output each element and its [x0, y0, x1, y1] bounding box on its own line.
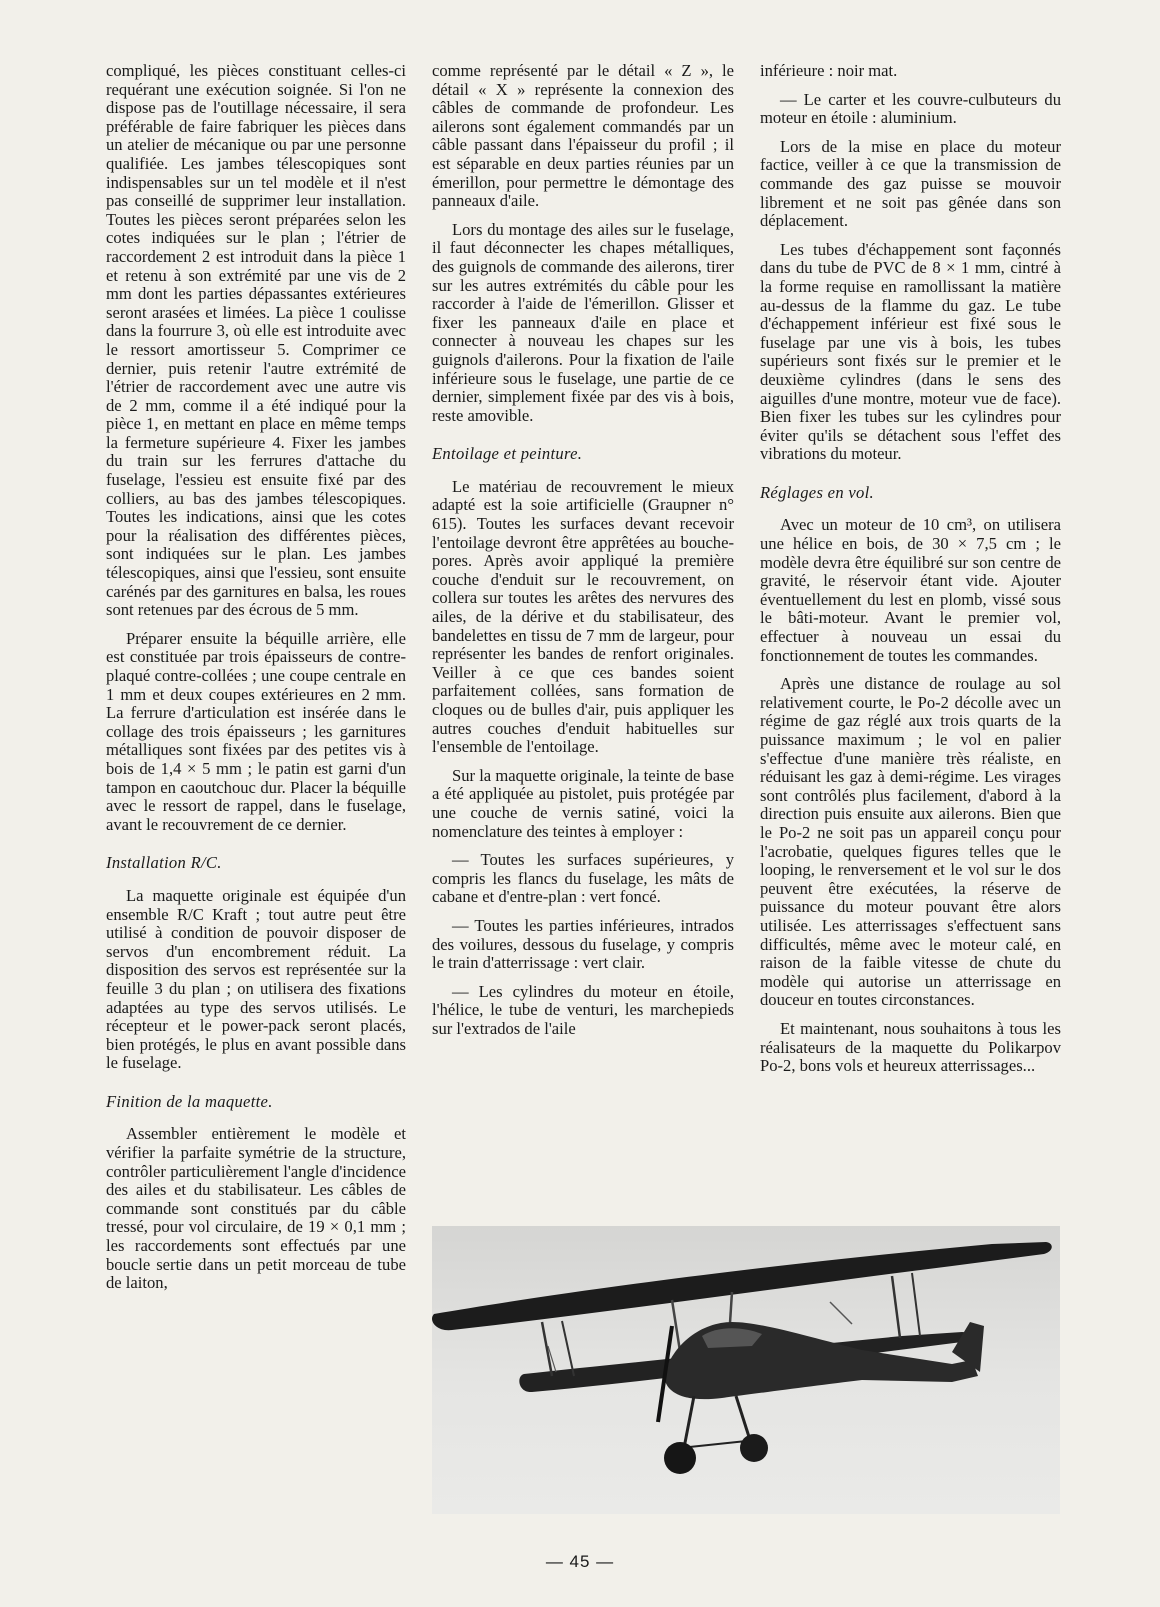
- paragraph: Les tubes d'échappement sont façonnés dans du tube de PVC de 8 × 1 mm, cintré à la forme requise en ramollissant la matière au-dessus de la flamme du gaz. Le tube d'échappement inférieur est fixé sous le fuselage par une vis à bois, les tubes supérieurs sont fixés sur le premier et le deuxième cylindres (dans le sens des aiguilles d'une montre, moteur vue de face). Bien fixer les tubes sur les cylindres pour éviter qu'ils se détachent sous l'effet des vibrations du moteur.: [760, 239, 1061, 464]
- text-column-3: [760, 62, 1061, 1086]
- paragraph: Après une distance de roulage au sol relativement courte, le Po-2 décolle avec un régime de gaz réglé aux trois quarts de la puissance maximum ; le vol en palier s'effectue d'une manière très réaliste, en réduisant les gaz à demi-régime. Les virages sont contrôlés plus facilement, d'abord à la direction puis ensuite aux ailerons. Bien que le Po-2 ne soit pas un appareil conçu pour l'acrobatie, quelques figures telles que le looping, le renversement et le vol sur le dos peuvent être exécutées, la réserve de puissance du moteur pouvant être alors utilisée. Les atterrissages s'effectuent sans difficultés, même avec le moteur calé, en raison de la faible vitesse de chute du modèle qui autorise un atterrissage en douceur en toutes circonstances.: [760, 674, 1061, 1010]
- paragraph: — Le carter et les couvre-culbuteurs du moteur en étoile : aluminium.: [760, 89, 1061, 128]
- paragraph: inférieure : noir mat.: [760, 61, 898, 80]
- paragraph: Lors du montage des ailes sur le fuselage, il faut déconnecter les chapes métalliques, des guignols de commande des ailerons, tirer sur les autres extrémités du câble pour les raccorder à l'aide de l'émerillon. Glisser et fixer les panneaux d'aile en place et connecter à nouveau les chapes sur les guignols d'ailerons. Pour la fixation de l'aile inférieure sous le fuselage, une partie de ce dernier, simplement fixée par des vis à bois, reste amovible.: [432, 219, 734, 425]
- paragraph: Le matériau de recouvrement le mieux adapté est la soie artificielle (Graupner n° 615). Toutes les surfaces devant recevoir l'entoilage devront être apprêtées au bouche-pores. Après avoir appliqué la première couche d'enduit sur le recouvrement, on collera sur toutes les arêtes des nervures des ailes, de la dérive et du stabilisateur, des bandelettes en tissu de 7 mm de largeur, pour représenter les bandes de renfort originales. Veiller à ce que ces bandes soient parfaitement collées, sans formation de cloques ou de bulles d'air, puis appliquer les autres couches d'enduit habituelles sur l'ensemble de l'entoilage.: [432, 476, 734, 757]
- text-column-2: [432, 62, 734, 1049]
- biplane-photo: [432, 1226, 1060, 1514]
- paragraph: — Toutes les surfaces supérieures, y compris les flancs du fuselage, les mâts de cabane et d'entre-plan : vert foncé.: [432, 850, 734, 907]
- paragraph: La maquette originale est équipée d'un ensemble R/C Kraft ; tout autre peut être utilisé à condition de pouvoir disposer de servos d'un encombrement réduit. La disposition des servos est représentée sur la feuille 3 du plan ; on utilisera des fixations adaptées au type des servos utilisés. Le récepteur et le power-pack seront placés, bien protégés, le plus en avant possible dans le fuselage.: [106, 885, 406, 1073]
- paragraph: Avec un moteur de 10 cm³, on utilisera une hélice en bois, de 30 × 7,5 cm ; le modèle devra être équilibré sur son centre de gravité, le réservoir étant vide. Ajouter éventuellement du lest en plomb, vissé sous le bâti-moteur. Avant le premier vol, effectuer à nouveau un essai du fonctionnement de toutes les commandes.: [760, 515, 1061, 665]
- paragraph: compliqué, les pièces constituant celles-ci requérant une exécution soignée. Si l'on ne dispose pas de l'outillage nécessaire, il sera préférable de faire fabriquer les pièces dans un atelier de mécanique ou par une personne qualifiée. Les jambes télescopiques sont indispensables sur un tel modèle et il n'est pas conseillé de supprimer leur installation. Toutes les pièces seront préparées selon les cotes indiquées sur le plan ; l'étrier de raccordement 2 est introduit dans la pièce 1 et retenu à son extrémité par une vis de 2 mm dont les parties dépassantes extérieures seront arasées et limées. La pièce 1 coulisse dans la fourrure 3, où elle est introduite avec le ressort amortisseur 5. Comprimer ce dernier, puis retenir l'autre extrémité de l'étrier de raccordement avec une autre vis de 2 mm, comme il a été indiqué pour la pièce 1, en mettant en place en même temps la fermeture supérieure 4. Fixer les jambes du train sur les ferrures d'attache du fuselage, l'essieu est ensuite fixé par des colliers, au bas des jambes télescopiques. Toutes les indications, ainsi que les cotes pour la réalisation des différentes pièces, sont indiquées sur le plan. Les jambes télescopiques, ainsi que l'essieu, sont ensuite carénés par des garnitures en balsa, les roues sont retenues par des écrous de 5 mm.: [106, 61, 406, 620]
- page-number: — 45 —: [545, 1552, 615, 1571]
- section-heading-installation: Installation R/C.: [106, 853, 222, 873]
- paragraph: — Les cylindres du moteur en étoile, l'hélice, le tube de venturi, les marchepieds sur l'extrados de l'aile: [432, 981, 734, 1038]
- biplane-silhouette: [432, 1226, 1060, 1514]
- section-heading-finition: Finition de la maquette.: [106, 1091, 273, 1111]
- paragraph: Assembler entièrement le modèle et vérifier la parfaite symétrie de la structure, contrôler particulièrement l'angle d'incidence des ailes et du stabilisateur. Les câbles de commande sont constitués par du câble tressé, pour vol circulaire, de 19 × 0,1 mm ; les raccordements sont effectués par une boucle sertie dans un petit morceau de tube de laiton,: [106, 1124, 406, 1293]
- section-heading-reglages: Réglages en vol.: [760, 482, 875, 502]
- paragraph: Et maintenant, nous souhaitons à tous les réalisateurs de la maquette du Polikarpov Po-2, bons vols et heureux atterrissages...: [760, 1018, 1061, 1076]
- paragraph: comme représenté par le détail « Z », le détail « X » représente la connexion des câbles de commande de profondeur. Les ailerons sont également commandés par un câble passant dans l'épaisseur du profil ; il est séparable en deux parties réunies par un émerillon, pour permettre le démontage des panneaux d'aile.: [432, 61, 734, 211]
- section-heading-entoilage: Entoilage et peinture.: [432, 444, 583, 464]
- paragraph: Sur la maquette originale, la teinte de base a été appliquée au pistolet, puis protégée par une couche de vernis satiné, voici la nomenclature des teintes à employer :: [432, 765, 734, 841]
- text-column-1: [106, 62, 406, 1303]
- paragraph: Lors de la mise en place du moteur factice, veiller à ce que la transmission de commande des gaz puisse se mouvoir librement et ne soit pas gênée dans son déplacement.: [760, 136, 1061, 231]
- paragraph: — Toutes les parties inférieures, intrados des voilures, dessous du fuselage, y compris le train d'atterrissage : vert clair.: [432, 915, 734, 973]
- paragraph: Préparer ensuite la béquille arrière, elle est constituée par trois épaisseurs de contre-plaqué contre-collées ; une coupe centrale en 1 mm et deux coupes extérieures en 2 mm. La ferrure d'articulation est insérée dans le collage des trois épaisseurs ; les garnitures métalliques sont fixées par des petites vis à bois de 1,4 × 5 mm ; le patin est garni d'un tampon en caoutchouc dur. Placer la béquille avec le ressort de rappel, dans le fuselage, avant le recouvrement de ce dernier.: [106, 628, 406, 834]
